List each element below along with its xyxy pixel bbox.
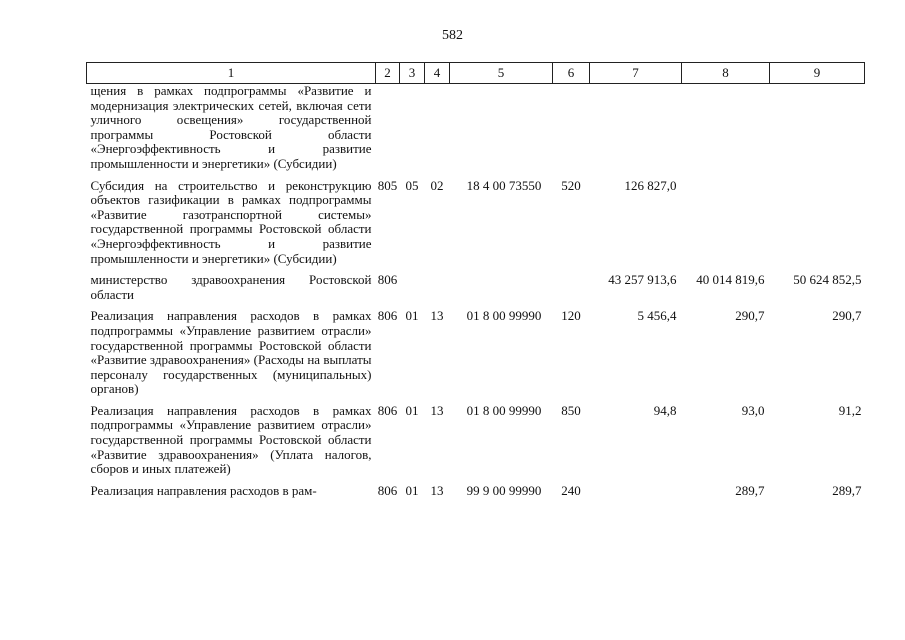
table-row	[87, 484, 865, 506]
subsection-code: 02	[430, 177, 444, 193]
amount-year-3: 50 624 852,5	[793, 272, 862, 288]
ministry-code: 806	[377, 272, 398, 288]
expense-name: Субсидия на строительство и реконструкцию объектов газификации в рамках подпрограммы «Развитие газотранспортной системы» государственной программы Ростовской области «Энергоэффективность и развитие промышленности и энергетики» (Субсидии)	[90, 177, 372, 266]
column-header: 1	[87, 63, 376, 84]
table-row	[87, 309, 865, 404]
expense-name: Реализация направления расходов в рамках подпрограммы «Управление развитием отрасли» государственной программы Ростовской области «Развитие здравоохранения» (Расходы на выплаты персоналу государственных (муниципальных) органов)	[90, 308, 372, 397]
target-article-code: 01 8 00 99990	[466, 402, 542, 418]
amount-year-1	[590, 484, 682, 506]
section-code: 01	[405, 402, 419, 418]
section-code: 05	[405, 177, 419, 193]
amount-year-3	[770, 179, 865, 274]
column-header: 4	[425, 63, 450, 84]
expense-type-code: 850	[561, 402, 581, 418]
amount-year-3: 290,7	[832, 308, 862, 324]
target-article-code: 01 8 00 99990	[466, 308, 542, 324]
column-header: 9	[770, 63, 865, 84]
amount-year-1	[590, 84, 682, 179]
section-code: 01	[405, 308, 419, 324]
amount-year-2: 289,7	[735, 482, 765, 498]
table-row	[87, 179, 865, 274]
amount-year-3: 91,2	[838, 402, 862, 418]
column-header: 6	[553, 63, 590, 84]
ministry-code	[376, 84, 400, 179]
amount-year-2: 40 014 819,6	[696, 272, 765, 288]
section-code	[400, 273, 425, 309]
column-header: 3	[400, 63, 425, 84]
expense-type-code	[553, 84, 590, 179]
target-article-code	[450, 84, 553, 179]
expense-type-code: 240	[561, 482, 581, 498]
table-row	[87, 84, 865, 179]
amount-year-1: 94,8	[653, 402, 677, 418]
table-row	[87, 273, 865, 309]
amount-year-1: 43 257 913,6	[608, 272, 677, 288]
expense-name: Реализация направления расходов в рам-	[90, 482, 317, 498]
target-article-code: 18 4 00 73550	[466, 177, 542, 193]
target-article-code	[450, 273, 553, 309]
expense-name: Реализация направления расходов в рамках подпрограммы «Управление развитием отрасли» государственной программы Ростовской области «Развитие здравоохранения» (Уплата налогов, сборов и иных платежей)	[90, 402, 372, 477]
target-article-code: 99 9 00 99990	[466, 482, 542, 498]
section-code: 01	[405, 482, 419, 498]
amount-year-3	[770, 84, 865, 179]
ministry-code: 805	[377, 177, 398, 193]
expense-name: министерство здравоохранения Ростовской области	[90, 272, 372, 302]
amount-year-2	[682, 84, 770, 179]
table-row	[87, 404, 865, 484]
subsection-code: 13	[430, 482, 444, 498]
subsection-code: 13	[430, 402, 444, 418]
expense-type-code	[553, 273, 590, 309]
ministry-code: 806	[377, 308, 398, 324]
amount-year-3: 289,7	[832, 482, 862, 498]
table-header-row	[87, 63, 865, 84]
expense-type-code: 520	[561, 177, 581, 193]
page-number: 582	[442, 28, 463, 43]
ministry-code: 806	[377, 482, 398, 498]
column-header: 5	[450, 63, 553, 84]
column-header: 7	[590, 63, 682, 84]
column-header: 8	[682, 63, 770, 84]
amount-year-2: 93,0	[741, 402, 765, 418]
expense-name: щения в рамках подпрограммы «Развитие и модернизация электрических сетей, включая сети уличного освещения» государственной программы Ростовской области «Энергоэффективность и развитие промышленности и энергетики» (Субсидии)	[90, 83, 372, 171]
amount-year-2: 290,7	[735, 308, 765, 324]
amount-year-1: 126 827,0	[624, 177, 677, 193]
section-code	[400, 84, 425, 179]
amount-year-1: 5 456,4	[637, 308, 677, 324]
expense-type-code: 120	[561, 308, 581, 324]
subsection-code	[425, 84, 450, 179]
subsection-code	[425, 273, 450, 309]
column-header: 2	[376, 63, 400, 84]
budget-table	[86, 62, 865, 505]
subsection-code: 13	[430, 308, 444, 324]
ministry-code: 806	[377, 402, 398, 418]
amount-year-2	[682, 179, 770, 274]
